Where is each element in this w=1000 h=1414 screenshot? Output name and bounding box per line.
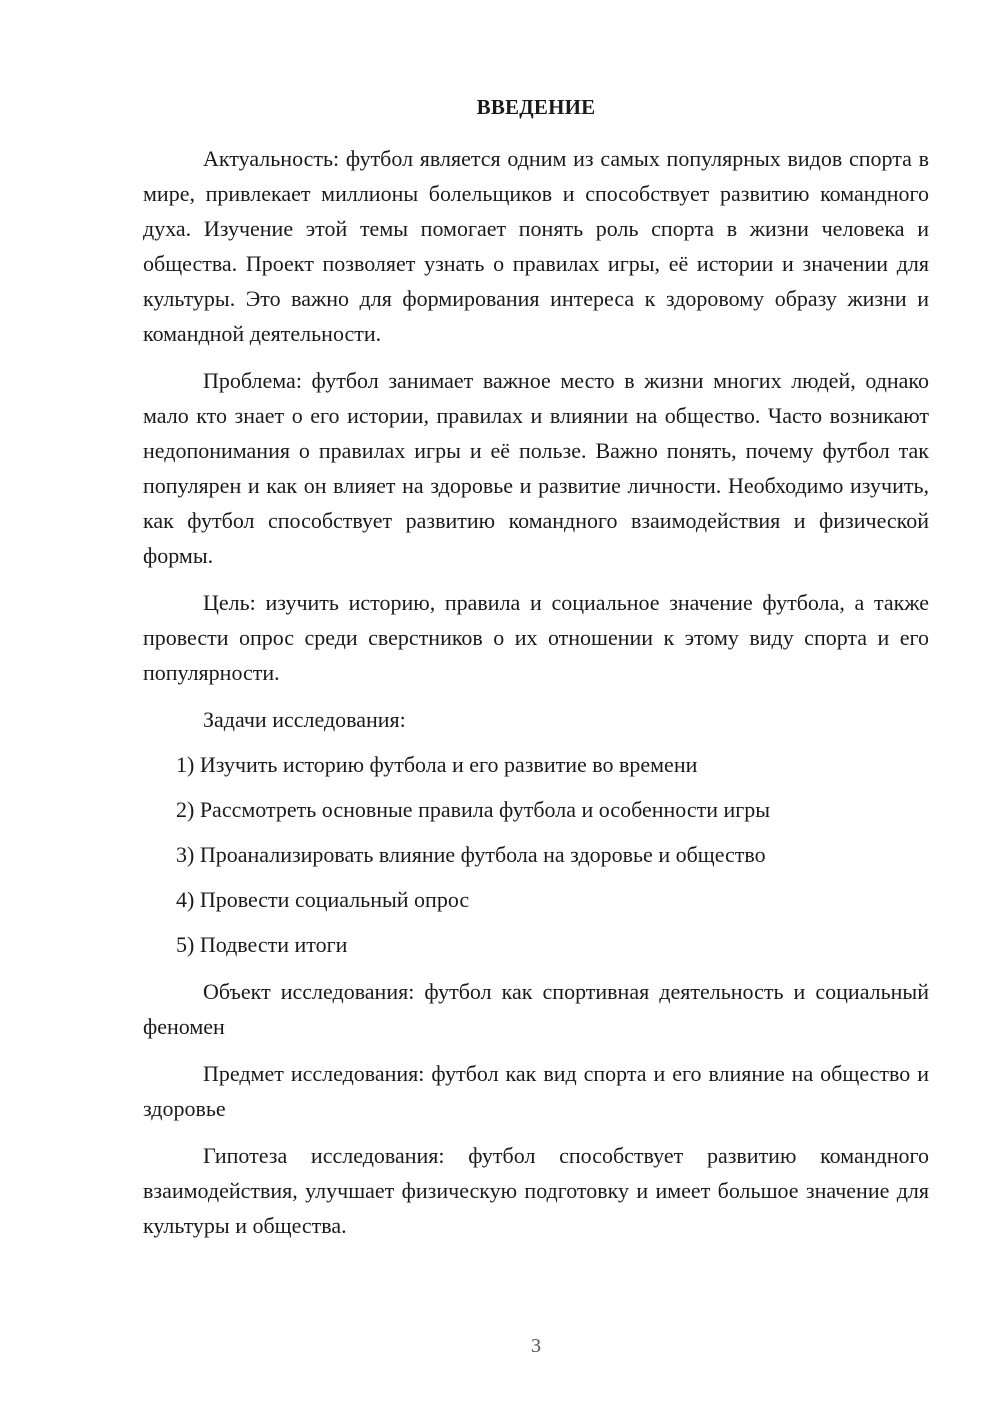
list-item: 4) Провести социальный опрос xyxy=(176,887,470,912)
object-paragraph: Объект исследования: футбол как спортивная деятельность и социальный феномен xyxy=(143,979,929,1039)
page-number: 3 xyxy=(531,1335,541,1357)
hypothesis-paragraph: Гипотеза исследования: футбол способствует развитию командного взаимодействия, улучшает физическую подготовку и имеет большое значение для культуры и общества. xyxy=(143,1143,929,1238)
list-item: 5) Подвести итоги xyxy=(176,932,348,957)
task-list xyxy=(143,747,929,962)
subject-paragraph: Предмет исследования: футбол как вид спорта и его влияние на общество и здоровье xyxy=(143,1061,929,1121)
tasks-heading: Задачи исследования: xyxy=(203,707,406,732)
list-item: 3) Проанализировать влияние футбола на здоровье и общество xyxy=(176,842,766,867)
list-item: 1) Изучить историю футбола и его развитие во времени xyxy=(176,752,698,777)
list-item: 2) Рассмотреть основные правила футбола и особенности игры xyxy=(176,797,771,822)
section-title: ВВЕДЕНИЕ xyxy=(476,95,596,119)
goal-paragraph: Цель: изучить историю, правила и социальное значение футбола, а также провести опрос среди сверстников о их отношении к этому виду спорта и его популярности. xyxy=(143,590,929,685)
problem-paragraph: Проблема: футбол занимает важное место в жизни многих людей, однако мало кто знает о его истории, правилах и влиянии на общество. Часто возникают недопонимания о правилах игры и её пользе. Важно понять, почему футбол так популярен и как он влияет на здоровье и развитие личности. Необходимо изучить, как футбол способствует развитию командного взаимодействия и физической формы. xyxy=(143,368,929,568)
relevance-paragraph: Актуальность: футбол является одним из самых популярных видов спорта в мире, привлекает миллионы болельщиков и способствует развитию командного духа. Изучение этой темы помогает понять роль спорта в жизни человека и общества. Проект позволяет узнать о правилах игры, её истории и значении для культуры. Это важно для формирования интереса к здоровому образу жизни и командной деятельности. xyxy=(143,146,929,346)
page-body xyxy=(143,141,929,1255)
